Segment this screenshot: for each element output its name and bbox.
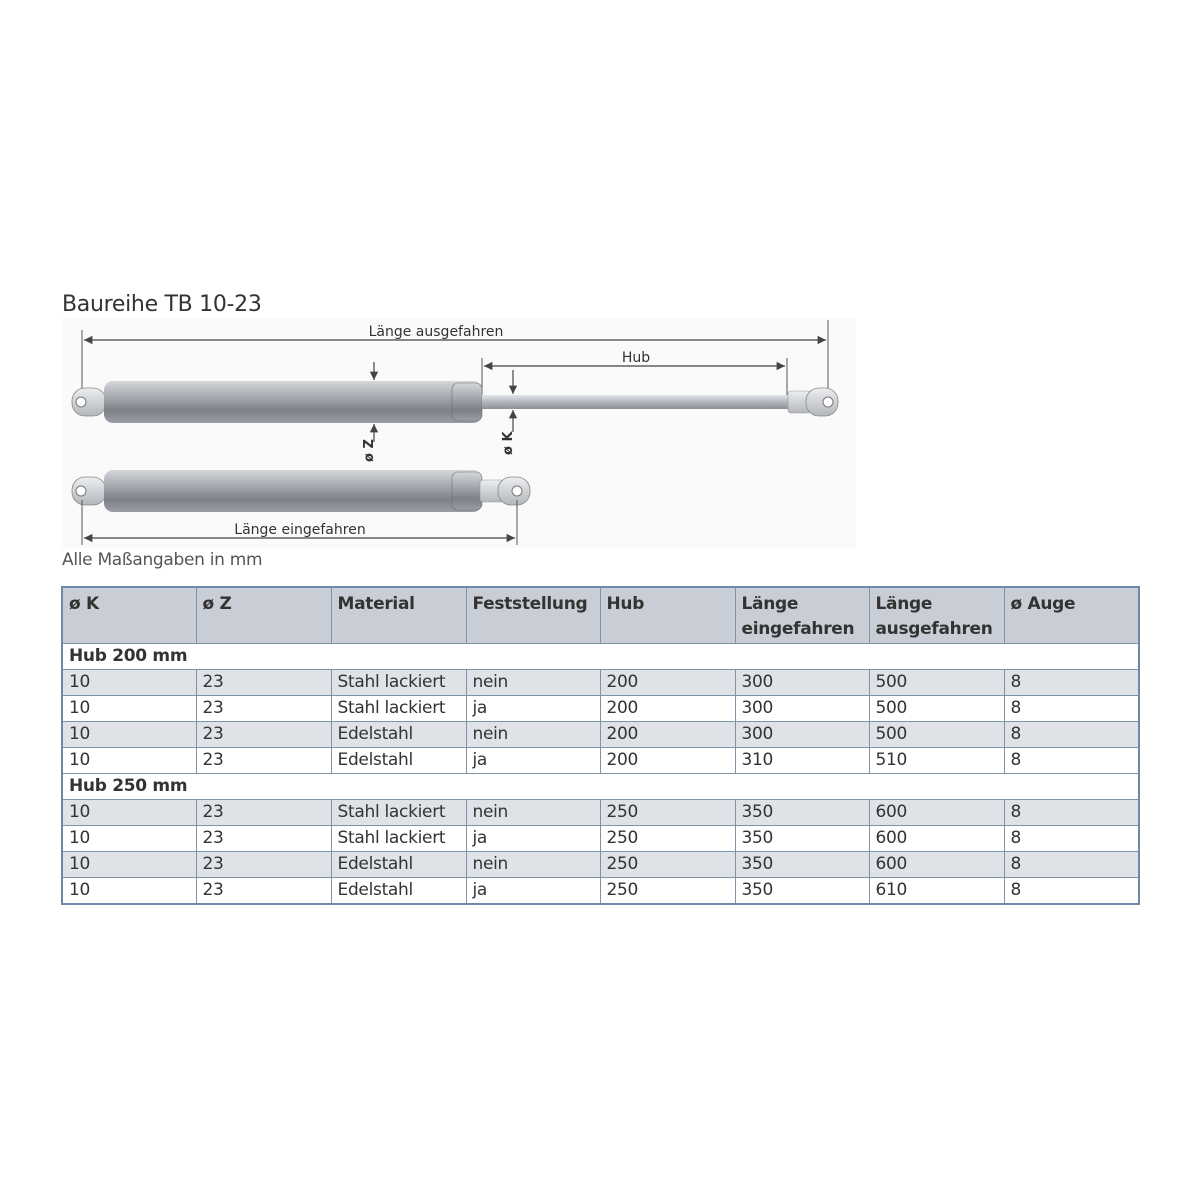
header-cell: ø Z (196, 587, 331, 644)
table-cell: 500 (869, 670, 1004, 696)
table-cell: 500 (869, 696, 1004, 722)
stroke-label: Hub (621, 350, 651, 366)
table-cell: 200 (600, 696, 735, 722)
table-cell: 10 (62, 696, 196, 722)
table-cell: 8 (1004, 748, 1139, 774)
retracted-gas-spring (72, 470, 530, 512)
header-cell: Hub (600, 587, 735, 644)
table-cell: 600 (869, 852, 1004, 878)
page-title: Baureihe TB 10-23 (62, 292, 262, 317)
header-cell: ø K (62, 587, 196, 644)
spec-table-body (62, 644, 1139, 905)
table-group-row (62, 644, 1139, 670)
table-cell: 300 (735, 696, 869, 722)
header-cell: Feststellung (466, 587, 600, 644)
table-cell: Edelstahl (331, 748, 466, 774)
group-label: Hub 200 mm (62, 644, 1139, 670)
table-cell: 23 (196, 748, 331, 774)
header-cell: Länge eingefahren (735, 587, 869, 644)
table-cell: 300 (735, 670, 869, 696)
table-cell: 250 (600, 852, 735, 878)
table-cell: 23 (196, 878, 331, 905)
table-cell: 250 (600, 878, 735, 905)
table-header-row (62, 587, 1139, 644)
table-cell: 8 (1004, 722, 1139, 748)
header-cell: ø Auge (1004, 587, 1139, 644)
table-cell: 10 (62, 748, 196, 774)
table-row (62, 826, 1139, 852)
table-cell: nein (466, 722, 600, 748)
table-row (62, 722, 1139, 748)
table-cell: 8 (1004, 696, 1139, 722)
table-cell: 600 (869, 826, 1004, 852)
table-cell: 8 (1004, 826, 1139, 852)
table-cell: 310 (735, 748, 869, 774)
table-cell: 8 (1004, 852, 1139, 878)
table-cell: 350 (735, 878, 869, 905)
table-cell: 250 (600, 800, 735, 826)
table-cell: 8 (1004, 800, 1139, 826)
length-extended-label: Länge ausgefahren (368, 324, 504, 340)
header-cell: Länge ausgefahren (869, 587, 1004, 644)
table-cell: nein (466, 852, 600, 878)
table-cell: ja (466, 748, 600, 774)
table-cell: 23 (196, 826, 331, 852)
table-cell: ja (466, 696, 600, 722)
table-cell: ja (466, 826, 600, 852)
table-cell: 250 (600, 826, 735, 852)
table-cell: Edelstahl (331, 878, 466, 905)
table-cell: 200 (600, 670, 735, 696)
table-cell: 350 (735, 852, 869, 878)
table-cell: Stahl lackiert (331, 670, 466, 696)
table-cell: ja (466, 878, 600, 905)
group-label: Hub 250 mm (62, 774, 1139, 800)
table-group-row (62, 774, 1139, 800)
table-cell: 10 (62, 800, 196, 826)
table-cell: 600 (869, 800, 1004, 826)
table-cell: Stahl lackiert (331, 696, 466, 722)
table-cell: 350 (735, 800, 869, 826)
table-row (62, 800, 1139, 826)
table-cell: Edelstahl (331, 722, 466, 748)
table-row (62, 670, 1139, 696)
table-row (62, 748, 1139, 774)
table-cell: 8 (1004, 670, 1139, 696)
table-row (62, 696, 1139, 722)
table-cell: 23 (196, 800, 331, 826)
table-row (62, 878, 1139, 905)
table-cell: Stahl lackiert (331, 826, 466, 852)
table-cell: 510 (869, 748, 1004, 774)
table-cell: 10 (62, 878, 196, 905)
dia-k-label: ø K (501, 431, 516, 455)
spec-table (61, 586, 1140, 905)
length-retracted-label: Länge eingefahren (234, 522, 366, 538)
table-cell: 23 (196, 696, 331, 722)
table-cell: 10 (62, 722, 196, 748)
table-cell: 10 (62, 826, 196, 852)
table-cell: Stahl lackiert (331, 800, 466, 826)
dia-z-label: ø Z (362, 439, 377, 462)
table-cell: 300 (735, 722, 869, 748)
table-cell: nein (466, 800, 600, 826)
table-row (62, 852, 1139, 878)
table-cell: 200 (600, 722, 735, 748)
table-cell: 200 (600, 748, 735, 774)
table-cell: 610 (869, 878, 1004, 905)
table-cell: Edelstahl (331, 852, 466, 878)
table-cell: 23 (196, 670, 331, 696)
table-cell: 500 (869, 722, 1004, 748)
table-cell: 8 (1004, 878, 1139, 905)
table-cell: 10 (62, 852, 196, 878)
table-cell: 23 (196, 722, 331, 748)
table-cell: 10 (62, 670, 196, 696)
table-cell: 23 (196, 852, 331, 878)
units-note: Alle Maßangaben in mm (62, 550, 263, 570)
table-cell: nein (466, 670, 600, 696)
header-cell: Material (331, 587, 466, 644)
table-cell: 350 (735, 826, 869, 852)
